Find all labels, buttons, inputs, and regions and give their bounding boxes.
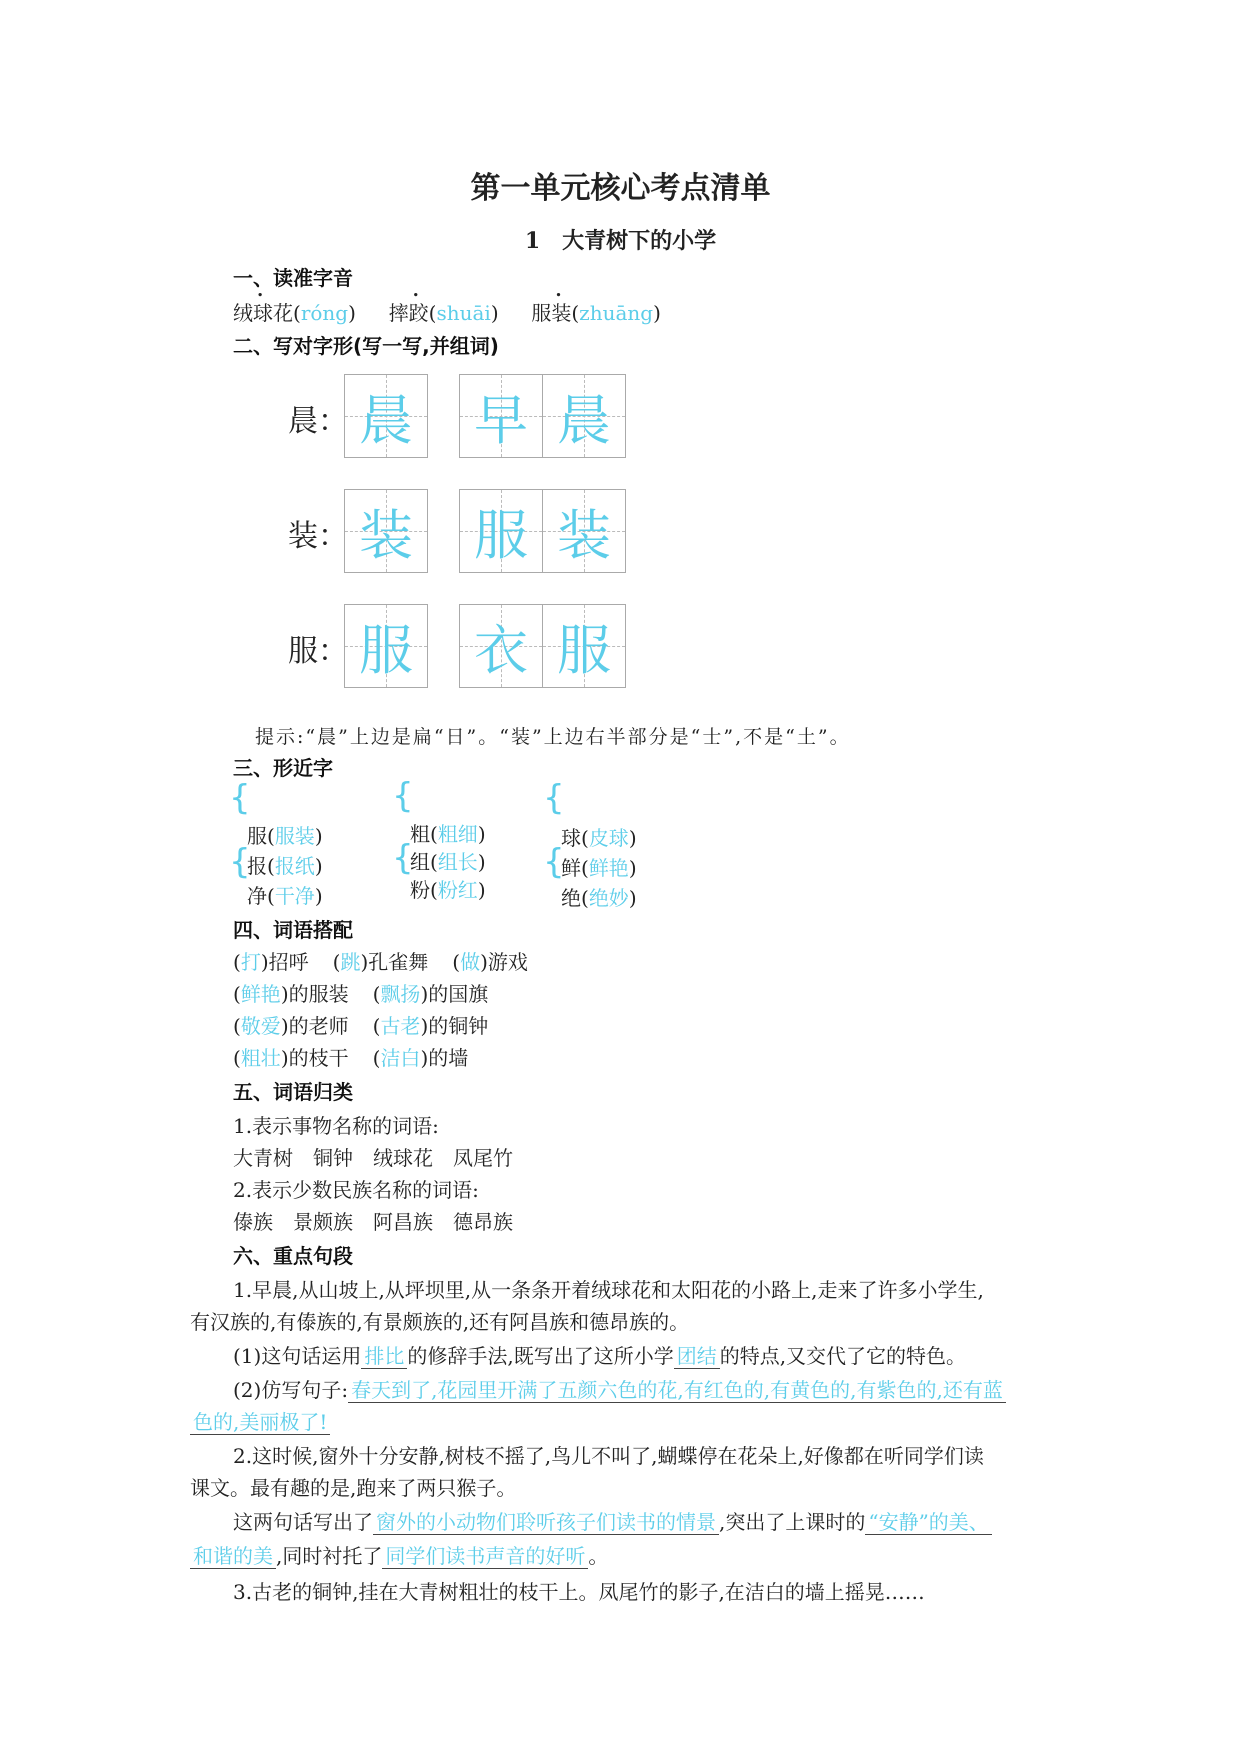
brace-icon: { xyxy=(392,838,414,878)
similar-char: 组(组长) xyxy=(410,850,486,874)
similar-char: 粗(粗细) xyxy=(410,822,486,846)
collocation-line: (鲜艳)的服装 (飘扬)的国旗 xyxy=(233,982,489,1006)
similar-char: 鲜(鲜艳) xyxy=(561,856,637,880)
writing-grid: 装 xyxy=(542,489,626,573)
hint-text: 提示:“晨”上边是扁“日”。“装”上边右半部分是“士”,不是“土”。 xyxy=(255,726,851,748)
writing-grid: 早 xyxy=(459,374,543,458)
similar-char: 净(干净) xyxy=(247,884,323,908)
char-label: 晨： xyxy=(288,404,348,439)
question-line: (1)这句话运用 排比 的修辞手法,既写出了这所小学 团结 的特点,又交代了它的特色。 xyxy=(233,1344,967,1368)
passage-line: 课文。最有趣的是,跑来了两只猴子。 xyxy=(190,1476,517,1500)
writing-grid: 装 xyxy=(344,489,428,573)
writing-grid: 衣 xyxy=(459,604,543,688)
similar-char: 服(服装) xyxy=(247,824,323,848)
similar-char: 粉(粉红) xyxy=(410,878,486,902)
writing-grid: 晨 xyxy=(344,374,428,458)
question-line: 这两句话写出了 窗外的小动物们聆听孩子们读书的情景 ,突出了上课时的 “安静”的美、 xyxy=(233,1506,992,1535)
section-heading-1: 一、读准字音 xyxy=(233,266,353,290)
similar-char: 绝(绝妙) xyxy=(561,886,637,910)
section-heading-6: 六、重点句段 xyxy=(233,1244,353,1268)
pron-word: 摔跤(shuāi) xyxy=(388,301,499,325)
lesson-title: 1 大青树下的小学 xyxy=(524,228,717,254)
category-answer: 大青树 铜钟 绒球花 凤尾竹 xyxy=(233,1146,513,1170)
section-heading-2: 二、写对字形(写一写,并组词) xyxy=(233,334,499,358)
section-heading-4: 四、词语搭配 xyxy=(233,918,353,942)
writing-grid: 服 xyxy=(344,604,428,688)
similar-char: 球(皮球) xyxy=(561,826,637,850)
page-title: 第一单元核心考点清单 xyxy=(470,171,771,206)
passage-line: 1.早晨,从山坡上,从坪坝里,从一条条开着绒球花和太阳花的小路上,走来了许多小学生, xyxy=(233,1278,984,1302)
category-question: 2.表示少数民族名称的词语: xyxy=(233,1178,479,1202)
char-label: 服： xyxy=(288,634,348,669)
passage-line: 有汉族的,有傣族的,有景颇族的,还有阿昌族和德昂族的。 xyxy=(190,1310,690,1334)
collocation-line: (打)招呼 (跳)孔雀舞 (做)游戏 xyxy=(233,950,528,974)
brace-icon: { xyxy=(392,776,414,816)
passage-line: 3.古老的铜钟,挂在大青树粗壮的枝干上。凤尾竹的影子,在洁白的墙上摇晃…… xyxy=(233,1580,925,1604)
section-heading-3: 三、形近字 xyxy=(233,756,333,780)
collocation-line: (粗壮)的枝干 (洁白)的墙 xyxy=(233,1046,469,1070)
writing-grid: 晨 xyxy=(542,374,626,458)
brace-icon: { xyxy=(543,778,565,818)
section-heading-5: 五、词语归类 xyxy=(233,1080,353,1104)
brace-icon: { xyxy=(229,842,251,882)
category-question: 1.表示事物名称的词语: xyxy=(233,1114,439,1138)
category-answer: 傣族 景颇族 阿昌族 德昂族 xyxy=(233,1210,513,1234)
similar-char: 报(报纸) xyxy=(247,854,323,878)
answer-line: 和谐的美 ,同时衬托了 同学们读书声音的好听 。 xyxy=(190,1540,608,1569)
writing-grid: 服 xyxy=(459,489,543,573)
question-line: (2)仿写句子: 春天到了,花园里开满了五颜六色的花,有红色的,有黄色的,有紫色的,还有蓝 xyxy=(233,1374,1006,1403)
writing-grid: 服 xyxy=(542,604,626,688)
pron-word: 绒球花(róng) xyxy=(233,301,356,325)
pronunciation-line xyxy=(233,297,661,326)
answer-line: 色的,美丽极了! xyxy=(190,1406,330,1435)
brace-icon: { xyxy=(543,842,565,882)
passage-line: 2.这时候,窗外十分安静,树枝不摇了,鸟儿不叫了,蝴蝶停在花朵上,好像都在听同学们读 xyxy=(233,1444,984,1468)
collocation-line: (敬爱)的老师 (古老)的铜钟 xyxy=(233,1014,489,1038)
char-label: 装： xyxy=(288,519,348,554)
pron-word: 服装(zhuāng) xyxy=(531,301,661,325)
brace-icon: { xyxy=(229,778,251,818)
